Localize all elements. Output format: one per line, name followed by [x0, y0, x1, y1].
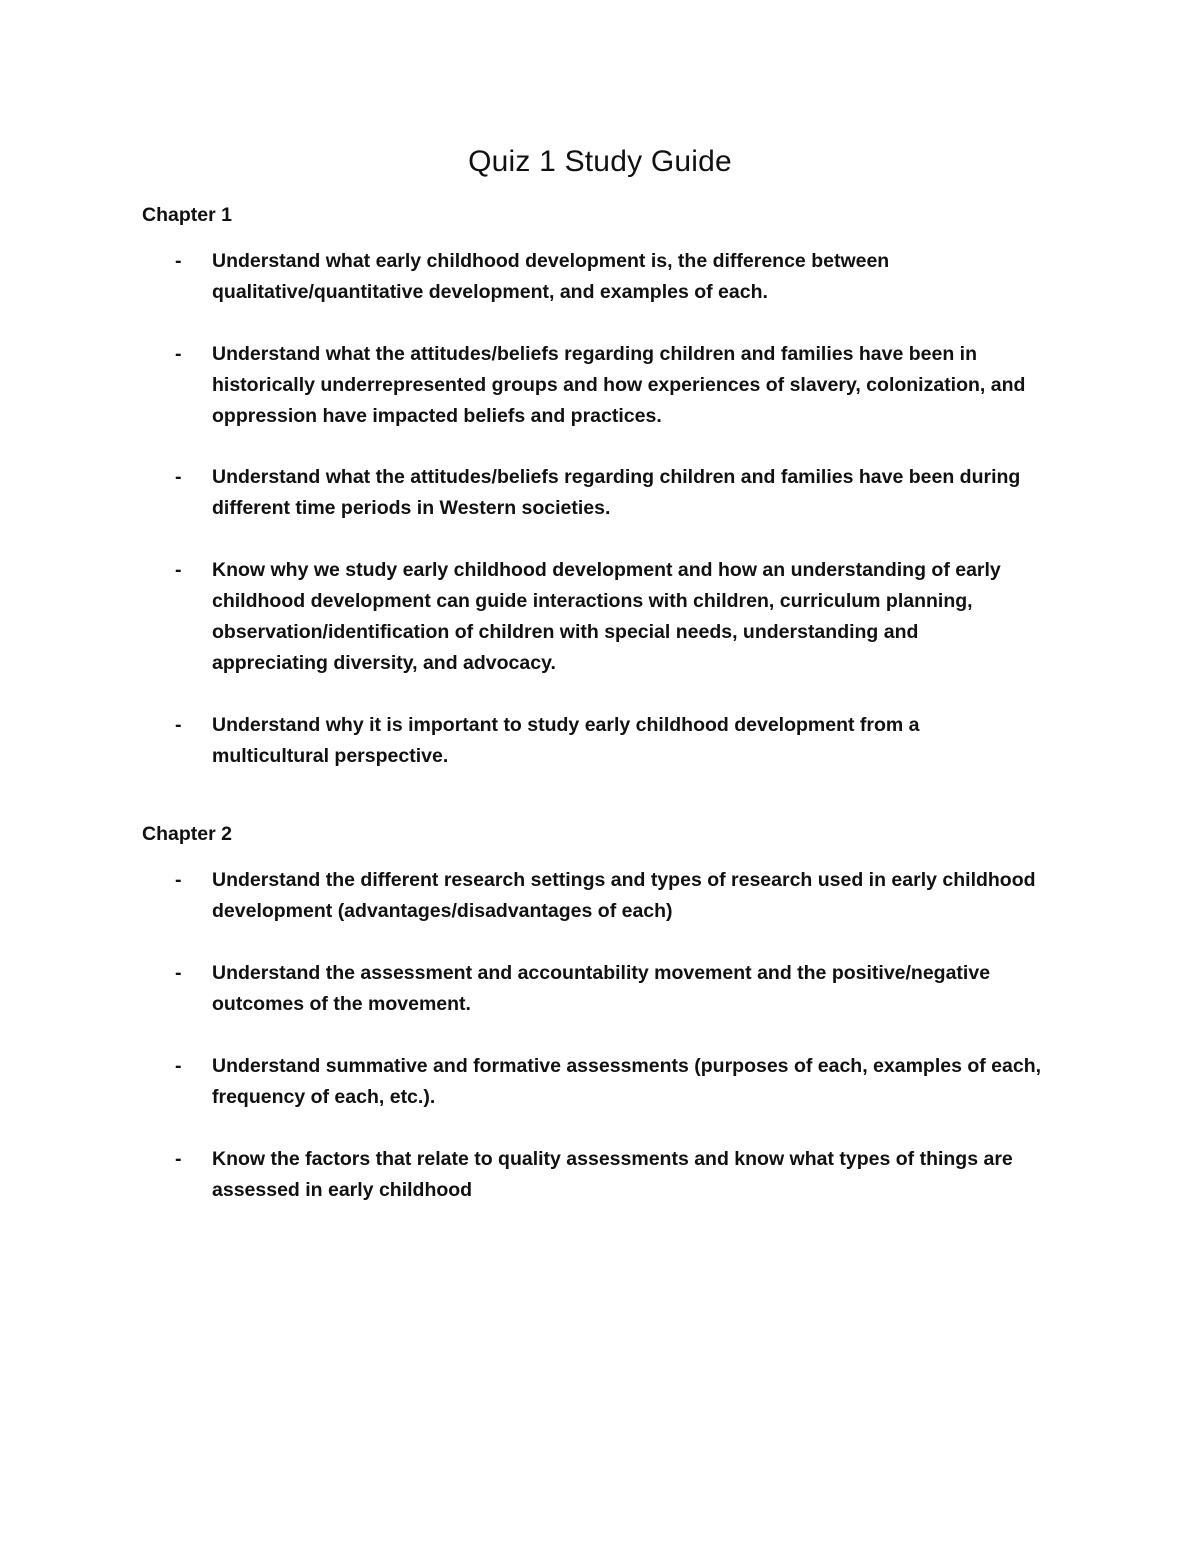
list-item-text	[212, 865, 1082, 927]
text-line: observation/identification of children with special needs, understanding and	[212, 621, 919, 643]
bullet-marker: -	[175, 466, 182, 488]
list-item-text	[212, 339, 1082, 432]
text-line: Understand what early childhood development is, the difference between	[212, 250, 890, 272]
text-line: oppression have impacted beliefs and practices.	[212, 405, 662, 427]
text-line: different time periods in Western societies.	[212, 497, 611, 519]
chapter-heading: Chapter 2	[142, 823, 232, 845]
text-line: Know the factors that relate to quality assessments and know what types of things are	[212, 1148, 1013, 1170]
bullet-marker: -	[175, 1148, 182, 1170]
text-line: Understand the assessment and accountability movement and the positive/negative	[212, 962, 991, 984]
list-item-text	[212, 246, 1082, 308]
text-line: outcomes of the movement.	[212, 993, 471, 1015]
list-item-text	[212, 555, 1082, 679]
text-line: Understand what the attitudes/beliefs regarding children and families have been in	[212, 343, 977, 365]
list-item-text	[212, 1051, 1082, 1113]
bullet-marker: -	[175, 343, 182, 365]
text-line: appreciating diversity, and advocacy.	[212, 652, 556, 674]
text-line: qualitative/quantitative development, and examples of each.	[212, 281, 768, 303]
text-line: Understand why it is important to study early childhood development from a	[212, 714, 920, 736]
text-line: assessed in early childhood	[212, 1179, 473, 1201]
text-line: Know why we study early childhood development and how an understanding of early	[212, 559, 1001, 581]
text-line: childhood development can guide interactions with children, curriculum planning,	[212, 590, 973, 612]
bullet-marker: -	[175, 714, 182, 736]
chapter-heading: Chapter 1	[142, 204, 232, 226]
list-item-text	[212, 958, 1082, 1020]
bullet-marker: -	[175, 1055, 182, 1077]
text-line: Understand what the attitudes/beliefs regarding children and families have been during	[212, 466, 1021, 488]
bullet-marker: -	[175, 869, 182, 891]
list-item-text	[212, 1144, 1082, 1206]
bullet-marker: -	[175, 250, 182, 272]
text-line: frequency of each, etc.).	[212, 1086, 436, 1108]
page-title: Quiz 1 Study Guide	[468, 145, 732, 178]
text-line: Understand the different research settings and types of research used in early childhood	[212, 869, 1036, 891]
bullet-marker: -	[175, 962, 182, 984]
text-line: development (advantages/disadvantages of each)	[212, 900, 673, 922]
list-item-text	[212, 710, 1082, 772]
bullet-marker: -	[175, 559, 182, 581]
text-line: Understand summative and formative assessments (purposes of each, examples of each,	[212, 1055, 1042, 1077]
text-line: historically underrepresented groups and how experiences of slavery, colonization, and	[212, 374, 1026, 396]
list-item-text	[212, 462, 1082, 524]
text-line: multicultural perspective.	[212, 745, 449, 767]
